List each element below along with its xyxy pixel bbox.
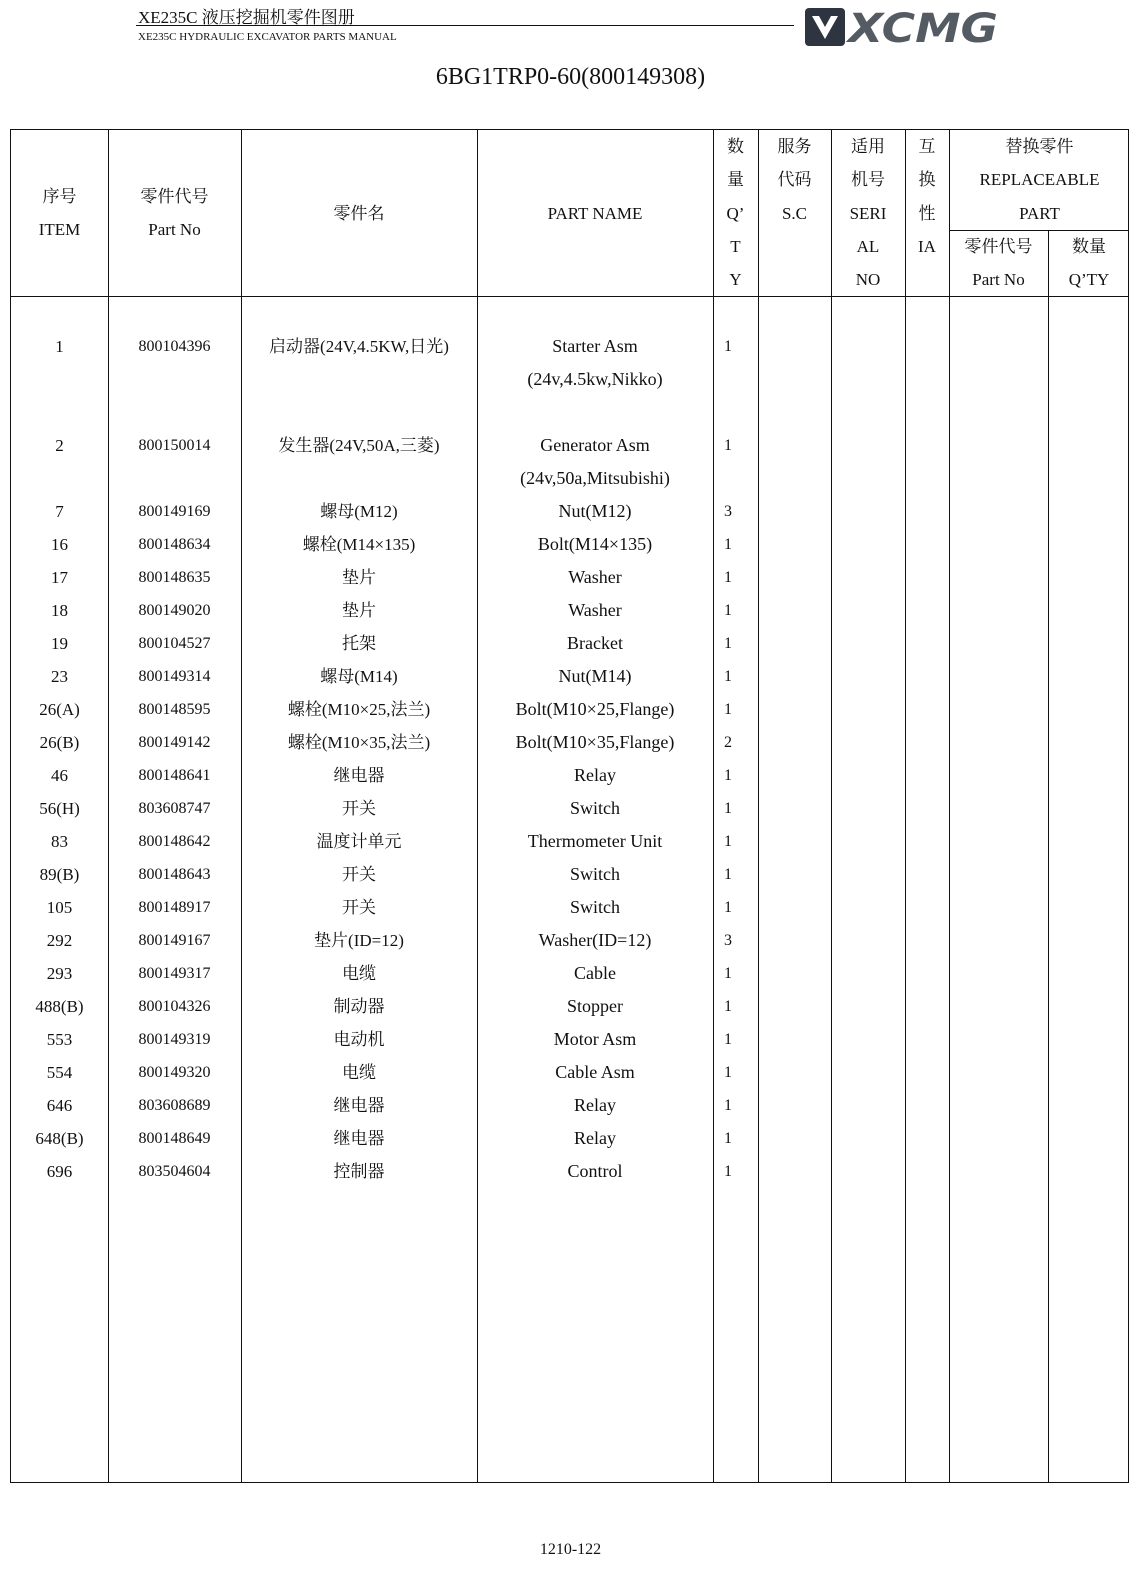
cell-name-cn: 继电器 — [333, 1129, 385, 1148]
col-serial-line: AL — [856, 237, 880, 256]
cell-name-cn: 电缆 — [342, 964, 376, 983]
col-replace-line: 替换零件 — [1005, 137, 1074, 156]
table-row — [11, 528, 1128, 561]
col-item-cn: 序号 — [42, 187, 77, 206]
cell-name-en: Motor Asm — [553, 1029, 637, 1049]
table-row — [11, 858, 1128, 891]
cell-name-en: Nut(M14) — [558, 666, 632, 686]
cell-qty: 1 — [724, 998, 732, 1015]
cell-name-en: Thermometer Unit — [527, 831, 663, 851]
cell-qty: 3 — [724, 503, 732, 520]
cell-qty: 1 — [724, 668, 732, 685]
cell-item: 646 — [46, 1096, 73, 1115]
cell-name-en: Relay — [574, 765, 616, 785]
col-qty-line: Y — [729, 270, 742, 289]
table-row — [11, 561, 1128, 594]
cell-part-no: 800148643 — [138, 866, 211, 883]
cell-item: 16 — [51, 535, 68, 554]
col-item-en: ITEM — [38, 220, 81, 239]
cell-item: 293 — [46, 964, 73, 983]
col-replace-partno-en: Part No — [972, 270, 1025, 289]
cell-item: 17 — [51, 568, 68, 587]
col-name-cn: 零件名 — [333, 204, 385, 223]
col-ia-line: 性 — [918, 204, 936, 223]
cell-item: 2 — [55, 436, 64, 455]
cell-part-no: 800148642 — [138, 833, 211, 850]
table-row — [11, 792, 1128, 825]
cell-qty: 1 — [724, 1064, 732, 1081]
parts-table — [10, 129, 1129, 1483]
cell-name-cn: 螺母(M14) — [320, 667, 398, 686]
cell-name-cn: 继电器 — [333, 1096, 385, 1115]
cell-name-en: Bracket — [567, 633, 623, 653]
table-row — [11, 1023, 1128, 1056]
table-row — [11, 429, 1128, 488]
cell-name-cn: 温度计单元 — [316, 832, 402, 851]
col-replace-qty-en: Q’TY — [1068, 270, 1110, 289]
table-row — [11, 693, 1128, 726]
cell-item: 56(H) — [39, 799, 80, 818]
col-ia-line: 换 — [918, 170, 936, 189]
cell-name-cn: 开关 — [342, 799, 376, 818]
table-row — [11, 990, 1128, 1023]
cell-part-no: 800148641 — [138, 767, 211, 784]
cell-name-cn: 螺母(M12) — [320, 502, 398, 521]
cell-name-en: Washer(ID=12) — [538, 930, 652, 950]
cell-name-cn: 垫片 — [342, 568, 376, 587]
col-qty-line: 量 — [727, 170, 744, 189]
table-row — [11, 759, 1128, 792]
cell-name-en: Bolt(M14×135) — [537, 534, 653, 554]
table-row — [11, 957, 1128, 990]
cell-name-cn: 垫片 — [342, 601, 376, 620]
logo-text: XCMG — [844, 6, 998, 48]
cell-name-en-line2: (24v,50a,Mitsubishi) — [520, 468, 670, 488]
cell-part-no: 800149020 — [138, 602, 211, 619]
col-serial-line: 机号 — [851, 170, 885, 189]
cell-part-no: 800149314 — [138, 668, 211, 685]
cell-item: 648(B) — [35, 1129, 84, 1148]
cell-name-cn: 制动器 — [333, 997, 385, 1016]
cell-item: 696 — [46, 1162, 73, 1181]
table-row — [11, 1089, 1128, 1122]
table-row — [11, 1155, 1128, 1188]
col-serial-line: 适用 — [851, 137, 885, 156]
cell-part-no: 800148917 — [138, 899, 211, 916]
cell-part-no: 800104396 — [138, 338, 211, 355]
cell-qty: 1 — [724, 1031, 732, 1048]
cell-name-en: Bolt(M10×35,Flange) — [515, 732, 675, 752]
cell-qty: 1 — [724, 701, 732, 718]
col-ia-line: 互 — [918, 137, 936, 156]
cell-part-no: 800149142 — [138, 734, 211, 751]
table-row — [11, 1122, 1128, 1155]
cell-item: 18 — [51, 601, 68, 620]
cell-qty: 1 — [724, 866, 732, 883]
cell-qty: 1 — [724, 635, 732, 652]
cell-item: 83 — [51, 832, 68, 851]
cell-part-no: 800148649 — [138, 1130, 211, 1147]
col-replace-qty-cn: 数量 — [1072, 237, 1106, 256]
cell-qty: 1 — [724, 1097, 732, 1114]
col-sc-line: S.C — [781, 204, 808, 223]
cell-item: 26(B) — [39, 733, 80, 752]
table-row — [11, 825, 1128, 858]
cell-name-cn: 垫片(ID=12) — [314, 931, 404, 950]
cell-part-no: 800148635 — [138, 569, 211, 586]
cell-item: 23 — [51, 667, 68, 686]
cell-name-cn: 发生器(24V,50A,三菱) — [278, 436, 440, 455]
cell-qty: 1 — [724, 338, 732, 355]
cell-name-cn: 控制器 — [333, 1162, 385, 1181]
cell-part-no: 800148634 — [138, 536, 211, 553]
cell-qty: 1 — [724, 569, 732, 586]
cell-name-en: Control — [567, 1161, 623, 1181]
document-title: 6BG1TRP0-60(800149308) — [435, 64, 706, 90]
cell-name-cn: 继电器 — [333, 766, 385, 785]
cell-item: 105 — [46, 898, 73, 917]
header-title-en: XE235C HYDRAULIC EXCAVATOR PARTS MANUAL — [138, 31, 397, 43]
cell-item: 46 — [51, 766, 68, 785]
cell-part-no: 800149169 — [138, 503, 211, 520]
cell-name-cn: 螺栓(M10×25,法兰) — [287, 700, 431, 719]
cell-qty: 1 — [724, 437, 732, 454]
cell-part-no: 800150014 — [138, 437, 211, 454]
header-title-cn: XE235C 液压挖掘机零件图册 — [138, 8, 355, 27]
cell-qty: 1 — [724, 767, 732, 784]
cell-qty: 2 — [724, 734, 732, 751]
cell-name-en: Cable — [574, 963, 616, 983]
col-sc-line: 服务 — [777, 137, 812, 156]
cell-qty: 1 — [724, 833, 732, 850]
cell-name-cn: 开关 — [342, 865, 376, 884]
cell-qty: 1 — [724, 965, 732, 982]
col-sc-line: 代码 — [777, 170, 812, 189]
table-row — [11, 627, 1128, 660]
col-partno-en: Part No — [148, 220, 201, 239]
cell-name-cn: 电缆 — [342, 1063, 376, 1082]
cell-part-no: 800104527 — [138, 635, 211, 652]
col-qty-line: T — [730, 237, 741, 256]
col-replace-line: PART — [1019, 204, 1060, 223]
cell-part-no: 800148595 — [138, 701, 211, 718]
cell-part-no: 800149167 — [138, 932, 211, 949]
cell-qty: 1 — [724, 536, 732, 553]
cell-name-en: Stopper — [567, 996, 623, 1016]
cell-name-cn: 开关 — [342, 898, 376, 917]
table-row — [11, 495, 1128, 528]
col-serial-line: SERI — [849, 204, 887, 223]
cell-name-en: Cable Asm — [555, 1062, 635, 1082]
cell-name-en: Starter Asm — [552, 336, 638, 356]
cell-item: 19 — [51, 634, 68, 653]
cell-name-en: Relay — [574, 1128, 616, 1148]
table-row — [11, 1056, 1128, 1089]
cell-name-en: Switch — [569, 864, 620, 884]
col-replace-line: REPLACEABLE — [979, 170, 1100, 189]
table-row — [11, 726, 1128, 759]
cell-name-cn: 螺栓(M10×35,法兰) — [287, 733, 431, 752]
col-ia-line: IA — [918, 237, 936, 256]
cell-item: 292 — [46, 931, 73, 950]
col-qty-line: Q’ — [726, 204, 745, 223]
cell-part-no: 800149320 — [138, 1064, 211, 1081]
cell-qty: 1 — [724, 800, 732, 817]
table-row — [11, 594, 1128, 627]
table-row — [11, 924, 1128, 957]
cell-name-cn: 螺栓(M14×135) — [302, 535, 416, 554]
cell-item: 553 — [46, 1030, 73, 1049]
table-row — [11, 330, 1128, 389]
page-number: 1210-122 — [539, 1541, 602, 1558]
cell-name-cn: 电动机 — [333, 1030, 385, 1049]
cell-name-en: Washer — [568, 567, 622, 587]
cell-name-cn: 启动器(24V,4.5KW,日光) — [269, 337, 449, 356]
col-qty-line: 数 — [727, 137, 744, 156]
cell-item: 7 — [55, 502, 64, 521]
cell-name-en: Switch — [569, 897, 620, 917]
cell-name-en: Switch — [569, 798, 620, 818]
cell-name-en-line2: (24v,4.5kw,Nikko) — [527, 369, 663, 389]
table-row — [11, 660, 1128, 693]
col-partno-cn: 零件代号 — [140, 187, 209, 206]
cell-part-no: 803608689 — [138, 1097, 211, 1114]
cell-item: 89(B) — [39, 865, 80, 884]
cell-part-no: 800104326 — [138, 998, 211, 1015]
cell-part-no: 803608747 — [138, 800, 211, 817]
cell-name-en: Generator Asm — [540, 435, 650, 455]
cell-item: 488(B) — [35, 997, 84, 1016]
cell-part-no: 803504604 — [138, 1163, 211, 1180]
cell-qty: 1 — [724, 602, 732, 619]
cell-qty: 1 — [724, 1130, 732, 1147]
cell-qty: 3 — [724, 932, 732, 949]
cell-name-en: Relay — [574, 1095, 616, 1115]
header-rule — [136, 25, 794, 26]
col-name-en: PART NAME — [547, 204, 643, 223]
cell-part-no: 800149319 — [138, 1031, 211, 1048]
cell-item: 1 — [55, 337, 64, 356]
xcmg-logo — [804, 6, 1000, 48]
cell-item: 554 — [46, 1063, 73, 1082]
cell-qty: 1 — [724, 899, 732, 916]
table-row — [11, 891, 1128, 924]
cell-qty: 1 — [724, 1163, 732, 1180]
cell-name-en: Washer — [568, 600, 622, 620]
cell-name-cn: 托架 — [342, 634, 376, 653]
cell-name-en: Nut(M12) — [558, 501, 632, 521]
col-replace-partno-cn: 零件代号 — [964, 237, 1033, 256]
cell-part-no: 800149317 — [138, 965, 211, 982]
col-serial-line: NO — [855, 270, 881, 289]
cell-name-en: Bolt(M10×25,Flange) — [515, 699, 675, 719]
cell-item: 26(A) — [39, 700, 80, 719]
